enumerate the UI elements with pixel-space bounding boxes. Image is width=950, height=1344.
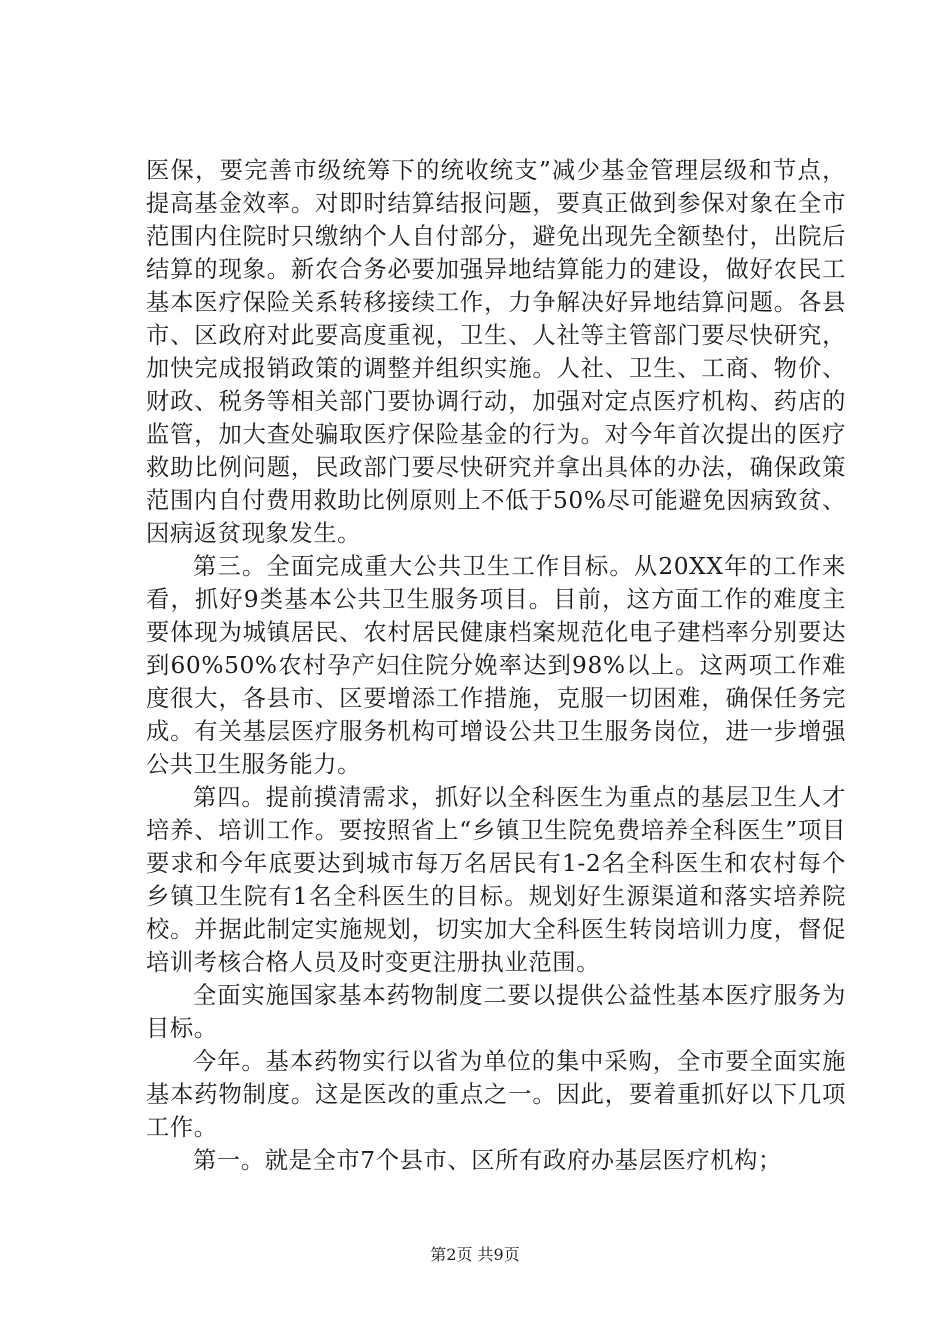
paragraph-third: 第三。全面完成重大公共卫生工作目标。从20XX年的工作来看，抓好9类基本公共卫生服务项目。目前，这方面工作的难度主要体现为城镇居民、农村居民健康档案规范化电子建档率分别要达到60%50%农村孕产妇住院分娩率达到98%以上。这两项工作难度很大，各县市、区要增添工作措施，克服一切困难，确保任务完成。有关基层医疗服务机构可增设公共卫生服务岗位，进一步增强公共卫生服务能力。 bbox=[146, 553, 846, 778]
paragraph-continuation: 医保，要完善市级统筹下的统收统支”减少基金管理层级和节点，提高基金效率。对即时结算结报问题，要真正做到参保对象在全市范围内住院时只缴纳个人自付部分，避免出现先全额垫付，出院后结算的现象。新农合务必要加强异地结算能力的建设，做好农民工基本医疗保险关系转移接续工作，力争解决好异地结算问题。各县市、区政府对此要高度重视，卫生、人社等主管部门要尽快研究，加快完成报销政策的调整并组织实施。人社、卫生、工商、物价、财政、税务等相关部门要协调行动，加强对定点医疗机构、药店的监管，加大查处骗取医疗保险基金的行为。对今年首次提出的医疗救助比例问题，民政部门要尽快研究并拿出具体的办法，确保政策范围内自付费用救助比例原则上不低于50%尽可能避免因病致贫、因病返贫现象发生。 bbox=[146, 157, 846, 547]
paragraph-fourth: 第四。提前摸清需求，抓好以全科医生为重点的基层卫生人才培养、培训工作。要按照省上“乡镇卫生院免费培养全科医生”项目要求和今年底要达到城市每万名居民有1-2名全科医生和农村每个乡镇卫生院有1名全科医生的目标。规划好生源渠道和落实培养院校。并据此制定实施规划，切实加大全科医生转岗培训力度，督促培训考核合格人员及时变更注册执业范围。 bbox=[146, 784, 846, 976]
paragraph-first: 第一。就是全市7个县市、区所有政府办基层医疗机构； bbox=[193, 1147, 782, 1174]
paragraph-essential-drugs: 全面实施国家基本药物制度二要以提供公益性基本医疗服务为目标。 bbox=[146, 982, 846, 1042]
paragraph-this-year: 今年。基本药物实行以省为单位的集中采购，全市要全面实施基本药物制度。这是医改的重点之一。因此，要着重抓好以下几项工作。 bbox=[146, 1048, 846, 1141]
page-footer: 第2页 共9页 bbox=[430, 1245, 520, 1264]
body-text bbox=[146, 154, 846, 1177]
